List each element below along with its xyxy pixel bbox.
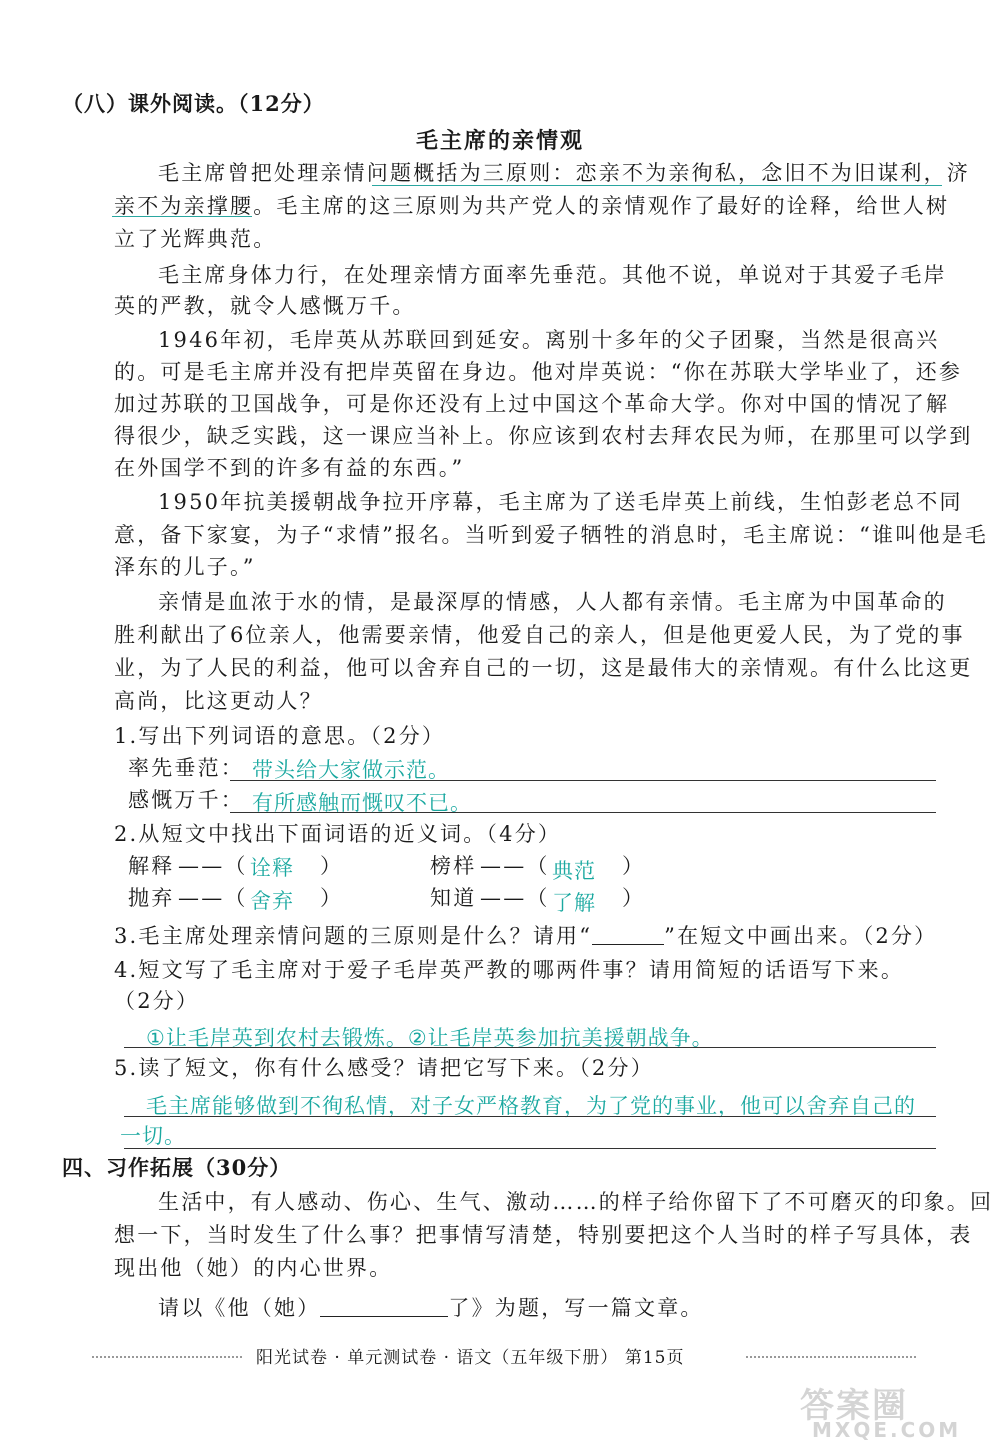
article-line: 高尚，比这更动人？	[114, 689, 323, 713]
q4-answer-handwritten: ①让毛岸英到农村去锻炼。②让毛岸英参加抗美援朝战争。	[146, 1026, 714, 1050]
essay-title-end: 了》为题，写一篇文章。	[448, 1296, 704, 1320]
q3-prompt	[114, 920, 937, 952]
essay-prompt-line: 想一下，当时发生了什么事？把事情写清楚，特别要把这个人当时的样子写具体，表	[114, 1223, 973, 1247]
watermark-logo: 答案圈	[800, 1386, 908, 1426]
q5-prompt: 5.读了短文，你有什么感受？请把它写下来。（2分）	[114, 1056, 654, 1080]
q2-close: ）	[622, 854, 646, 878]
q2-answer-handwritten: 诠释	[250, 856, 294, 880]
footer-dots-right	[746, 1356, 916, 1358]
q1-answer-handwritten: 带头给大家做示范。	[252, 758, 450, 782]
section-header-8: （八）课外阅读。（12分）	[62, 91, 325, 116]
q2-answer-handwritten: 典范	[552, 859, 596, 883]
article-line: 立了光辉典范。	[114, 227, 277, 251]
watermark-url: MXQE.COM	[812, 1418, 962, 1442]
article-line: 业，为了人民的利益，他可以舍弃自己的一切，这是最伟大的亲情观。有什么比这更	[114, 656, 973, 680]
q1-term: 感慨万千：	[128, 788, 244, 812]
q2-close: ）	[320, 854, 344, 878]
answer-line	[124, 1116, 936, 1117]
essay-title-start: 请以《他（她）	[158, 1296, 321, 1320]
q2-close: ）	[622, 886, 646, 910]
article-line: 的。可是毛主席并没有把岸英留在身边。他对岸英说：“你在苏联大学毕业了，还参	[114, 360, 963, 384]
q2-prompt: 2.从短文中找出下面词语的近义词。（4分）	[114, 822, 562, 846]
article-line: 胜利献出了6位亲人，他需要亲情，他爱自己的亲人，但是他更爱人民，为了党的事	[114, 623, 965, 647]
article-line: 加过苏联的卫国战争，可是你还没有上过中国这个革命大学。你对中国的情况了解	[114, 392, 950, 416]
article-line: 毛主席身体力行，在处理亲情方面率先垂范。其他不说，单说对于其爱子毛岸	[158, 263, 947, 287]
article-line: 1950年抗美援朝战争拉开序幕，毛主席为了送毛岸英上前线，生怕彭老总不同	[158, 490, 963, 514]
article-title: 毛主席的亲情观	[415, 128, 584, 154]
q3-prompt-start: 3.毛主席处理亲情问题的三原则是什么？请用“	[114, 924, 593, 948]
article-line: 亲情是血浓于水的情，是最深厚的情感，人人都有亲情。毛主席为中国革命的	[158, 590, 947, 614]
answer-line	[124, 1047, 936, 1048]
q5-answer-handwritten: 一切。	[120, 1124, 186, 1148]
q2-dash: ——（	[480, 854, 550, 878]
principle-underline	[372, 185, 942, 186]
answer-line	[124, 1148, 936, 1149]
q2-word: 抛弃	[128, 886, 175, 910]
principle-underline	[112, 216, 252, 217]
q1-answer-handwritten: 有所感触而慨叹不已。	[252, 791, 472, 815]
q1-prompt: 1.写出下列词语的意思。（2分）	[114, 724, 446, 748]
q1-term: 率先垂范：	[128, 756, 244, 780]
article-line: 得很少，缺乏实践，这一课应当补上。你应该到农村去拜农民为师，在那里可以学到	[114, 424, 973, 448]
q2-dash: ——（	[480, 886, 550, 910]
footer-dots-left	[92, 1356, 242, 1358]
q4-score: （2分）	[114, 989, 200, 1013]
q3-prompt-end: ”在短文中画出来。（2分）	[664, 924, 938, 948]
article-line: 在外国学不到的许多有益的东西。”	[114, 456, 465, 480]
page-footer: 阳光试卷 · 单元测试卷 · 语文（五年级下册） 第15页	[256, 1348, 685, 1368]
q5-answer-handwritten: 毛主席能够做到不徇私情，对子女严格教育，为了党的事业，他可以舍弃自己的	[146, 1094, 916, 1118]
essay-prompt-line: 现出他（她）的内心世界。	[114, 1256, 393, 1280]
q2-word: 解释	[128, 854, 175, 878]
q2-dash: ——（	[178, 886, 248, 910]
essay-prompt-line: 生活中，有人感动、伤心、生气、激动……的样子给你留下了不可磨灭的印象。回	[158, 1190, 994, 1214]
section-header-4: 四、习作拓展（30分）	[62, 1155, 292, 1180]
answer-line	[230, 812, 936, 813]
essay-title-prompt	[158, 1292, 704, 1324]
answer-line	[230, 780, 936, 781]
q2-answer-handwritten: 了解	[552, 891, 596, 915]
q2-word: 榜样	[430, 854, 477, 878]
article-line: 亲不为亲撑腰。毛主席的这三原则为共产党人的亲情观作了最好的诠释，给世人树	[114, 194, 950, 218]
essay-title-blank	[320, 1294, 448, 1317]
q4-prompt: 4.短文写了毛主席对于爱子毛岸英严教的哪两件事？请用简短的话语写下来。	[114, 958, 905, 982]
q2-dash: ——（	[178, 854, 248, 878]
q3-underline-sample	[592, 924, 664, 945]
article-line: 毛主席曾把处理亲情问题概括为三原则：恋亲不为亲徇私，念旧不为旧谋利，济	[158, 161, 970, 185]
article-line: 1946年初，毛岸英从苏联回到延安。离别十多年的父子团聚，当然是很高兴	[158, 328, 940, 352]
q2-close: ）	[320, 886, 344, 910]
article-line: 泽东的儿子。”	[114, 555, 256, 579]
article-line: 意，备下家宴，为子“求情”报名。当听到爱子牺牲的消息时，毛主席说：“谁叫他是毛	[114, 523, 989, 547]
article-line: 英的严教，就令人感慨万千。	[114, 294, 416, 318]
q2-word: 知道	[430, 886, 477, 910]
q2-answer-handwritten: 舍弃	[250, 889, 294, 913]
